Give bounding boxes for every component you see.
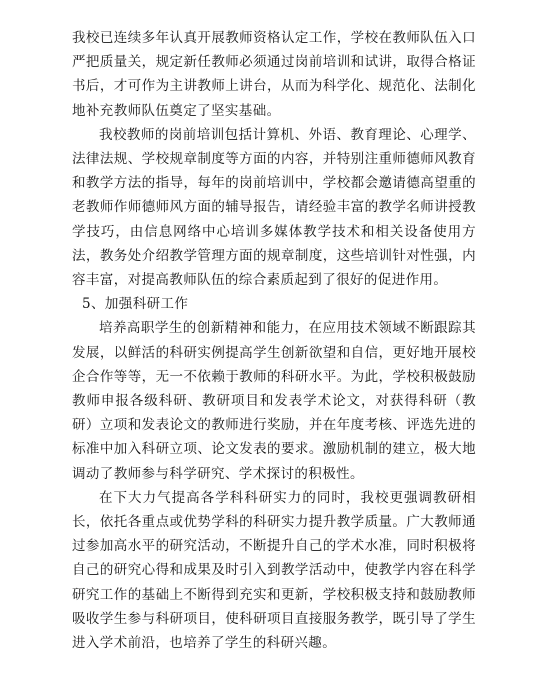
section-heading-research: 5、加强科研工作 xyxy=(82,296,189,313)
paragraph-teaching-research-synergy: 在下大力气提高各学科科研实力的同时，我校更强调教研相长，依托各重点或优势学科的科研实力提升教学质量。广大教师通过参加高水平的研究活动，不断提升自己的学术水准，同时积极将自己的研究心得和成果及时引入到教学活动中，使教学内容在科学研究工作的基础上不断得到充实和更新，学校积极支持和鼓励教师吸收学生参与科研项目，使科研项目直接服务教学，既引导了学生进入学术前沿，也培养了学生的科研兴趣。 xyxy=(72,489,476,652)
document-body xyxy=(72,26,476,655)
paragraph-teacher-qualification: 我校已连续多年认真开展教师资格认定工作，学校在教师队伍入口严把质量关，规定新任教师必须通过岗前培训和试讲，取得合格证书后，才可作为主讲教师上讲台，从而为科学化、规范化、法制化地补充教师队伍奠定了坚实基础。 xyxy=(72,30,476,119)
paragraph-research-incentives: 培养高职学生的创新精神和能力，在应用技术领域不断跟踪其发展，以鲜活的科研实例提高学生创新欲望和自信，更好地开展校企合作等等，无一不依赖于教师的科研水平。为此，学校积极鼓励教师申报各级科研、教研项目和发表学术论文，对获得科研（教研）立项和发表论文的教师进行奖励，并在年度考核、评选先进的标准中加入科研立项、论文发表的要求。激励机制的建立，极大地调动了教师参与科学研究、学术探讨的积极性。 xyxy=(72,320,476,482)
paragraph-pre-job-training: 我校教师的岗前培训包括计算机、外语、教育理论、心理学、法律法规、学校规章制度等方面的内容，并特别注重师德师风教育和教学方法的指导，每年的岗前培训中，学校都会邀请德高望重的老教师作师德师风方面的辅导报告，请经验丰富的教学名师讲授教学技巧，由信息网络中心培训多媒体教学技术和相关设备使用方法，教务处介绍教学管理方面的规章制度，这些培训针对性强，内容丰富，对提高教师队伍的综合素质起到了很好的促进作用。 xyxy=(72,126,476,289)
